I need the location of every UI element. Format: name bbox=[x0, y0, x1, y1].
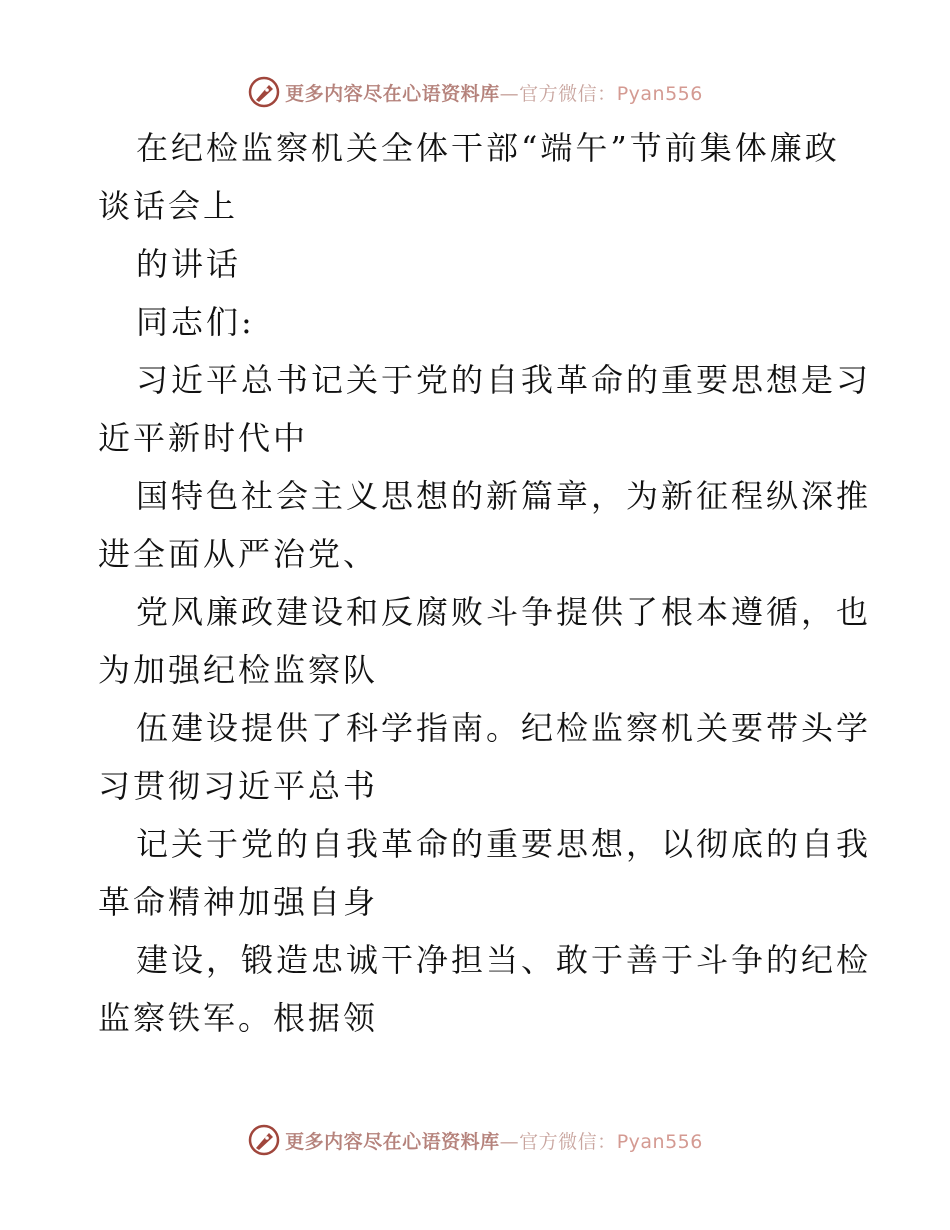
salutation: 同志们: bbox=[136, 303, 255, 341]
paragraph-line: 记关于党的自我革命的重要思想，以彻底的自我 bbox=[136, 825, 872, 863]
header-watermark bbox=[0, 72, 950, 112]
title-line-2: 谈话会上 bbox=[98, 187, 239, 225]
paragraph-line: 习贯彻习近平总书 bbox=[98, 767, 379, 805]
paragraph-line: 革命精神加强自身 bbox=[98, 883, 379, 921]
paragraph-line: 习近平总书记关于党的自我革命的重要思想是习 bbox=[136, 361, 872, 399]
watermark-dash: — bbox=[499, 82, 520, 105]
watermark-label: 官方微信： bbox=[519, 82, 617, 105]
watermark-main: 更多内容尽在心语资料库 bbox=[285, 82, 500, 105]
paragraph-line: 监察铁军。根据领 bbox=[98, 999, 379, 1037]
watermark-text bbox=[285, 79, 703, 106]
pen-nib-logo-icon bbox=[247, 75, 281, 109]
pen-nib-logo-icon bbox=[247, 1123, 281, 1157]
paragraph-line: 为加强纪检监察队 bbox=[98, 651, 379, 689]
title-line-3: 的讲话 bbox=[136, 245, 242, 283]
document-body bbox=[98, 119, 872, 1047]
watermark-account: Pyan556 bbox=[616, 82, 703, 105]
paragraph-line: 近平新时代中 bbox=[98, 419, 309, 457]
watermark-text bbox=[285, 1127, 703, 1154]
paragraph-line: 国特色社会主义思想的新篇章，为新征程纵深推 bbox=[136, 477, 872, 515]
paragraph-line: 进全面从严治党、 bbox=[98, 535, 379, 573]
footer-watermark bbox=[0, 1120, 950, 1160]
watermark-dash: — bbox=[499, 1130, 520, 1153]
watermark-main: 更多内容尽在心语资料库 bbox=[285, 1130, 500, 1153]
paragraph-line: 建设，锻造忠诚干净担当、敢于善于斗争的纪检 bbox=[136, 941, 872, 979]
watermark-label: 官方微信： bbox=[519, 1130, 617, 1153]
title-line-1: 在纪检监察机关全体干部“端午”节前集体廉政 bbox=[136, 129, 840, 167]
watermark-account: Pyan556 bbox=[616, 1130, 703, 1153]
paragraph-line: 党风廉政建设和反腐败斗争提供了根本遵循，也 bbox=[136, 593, 872, 631]
paragraph-line: 伍建设提供了科学指南。纪检监察机关要带头学 bbox=[136, 709, 872, 747]
